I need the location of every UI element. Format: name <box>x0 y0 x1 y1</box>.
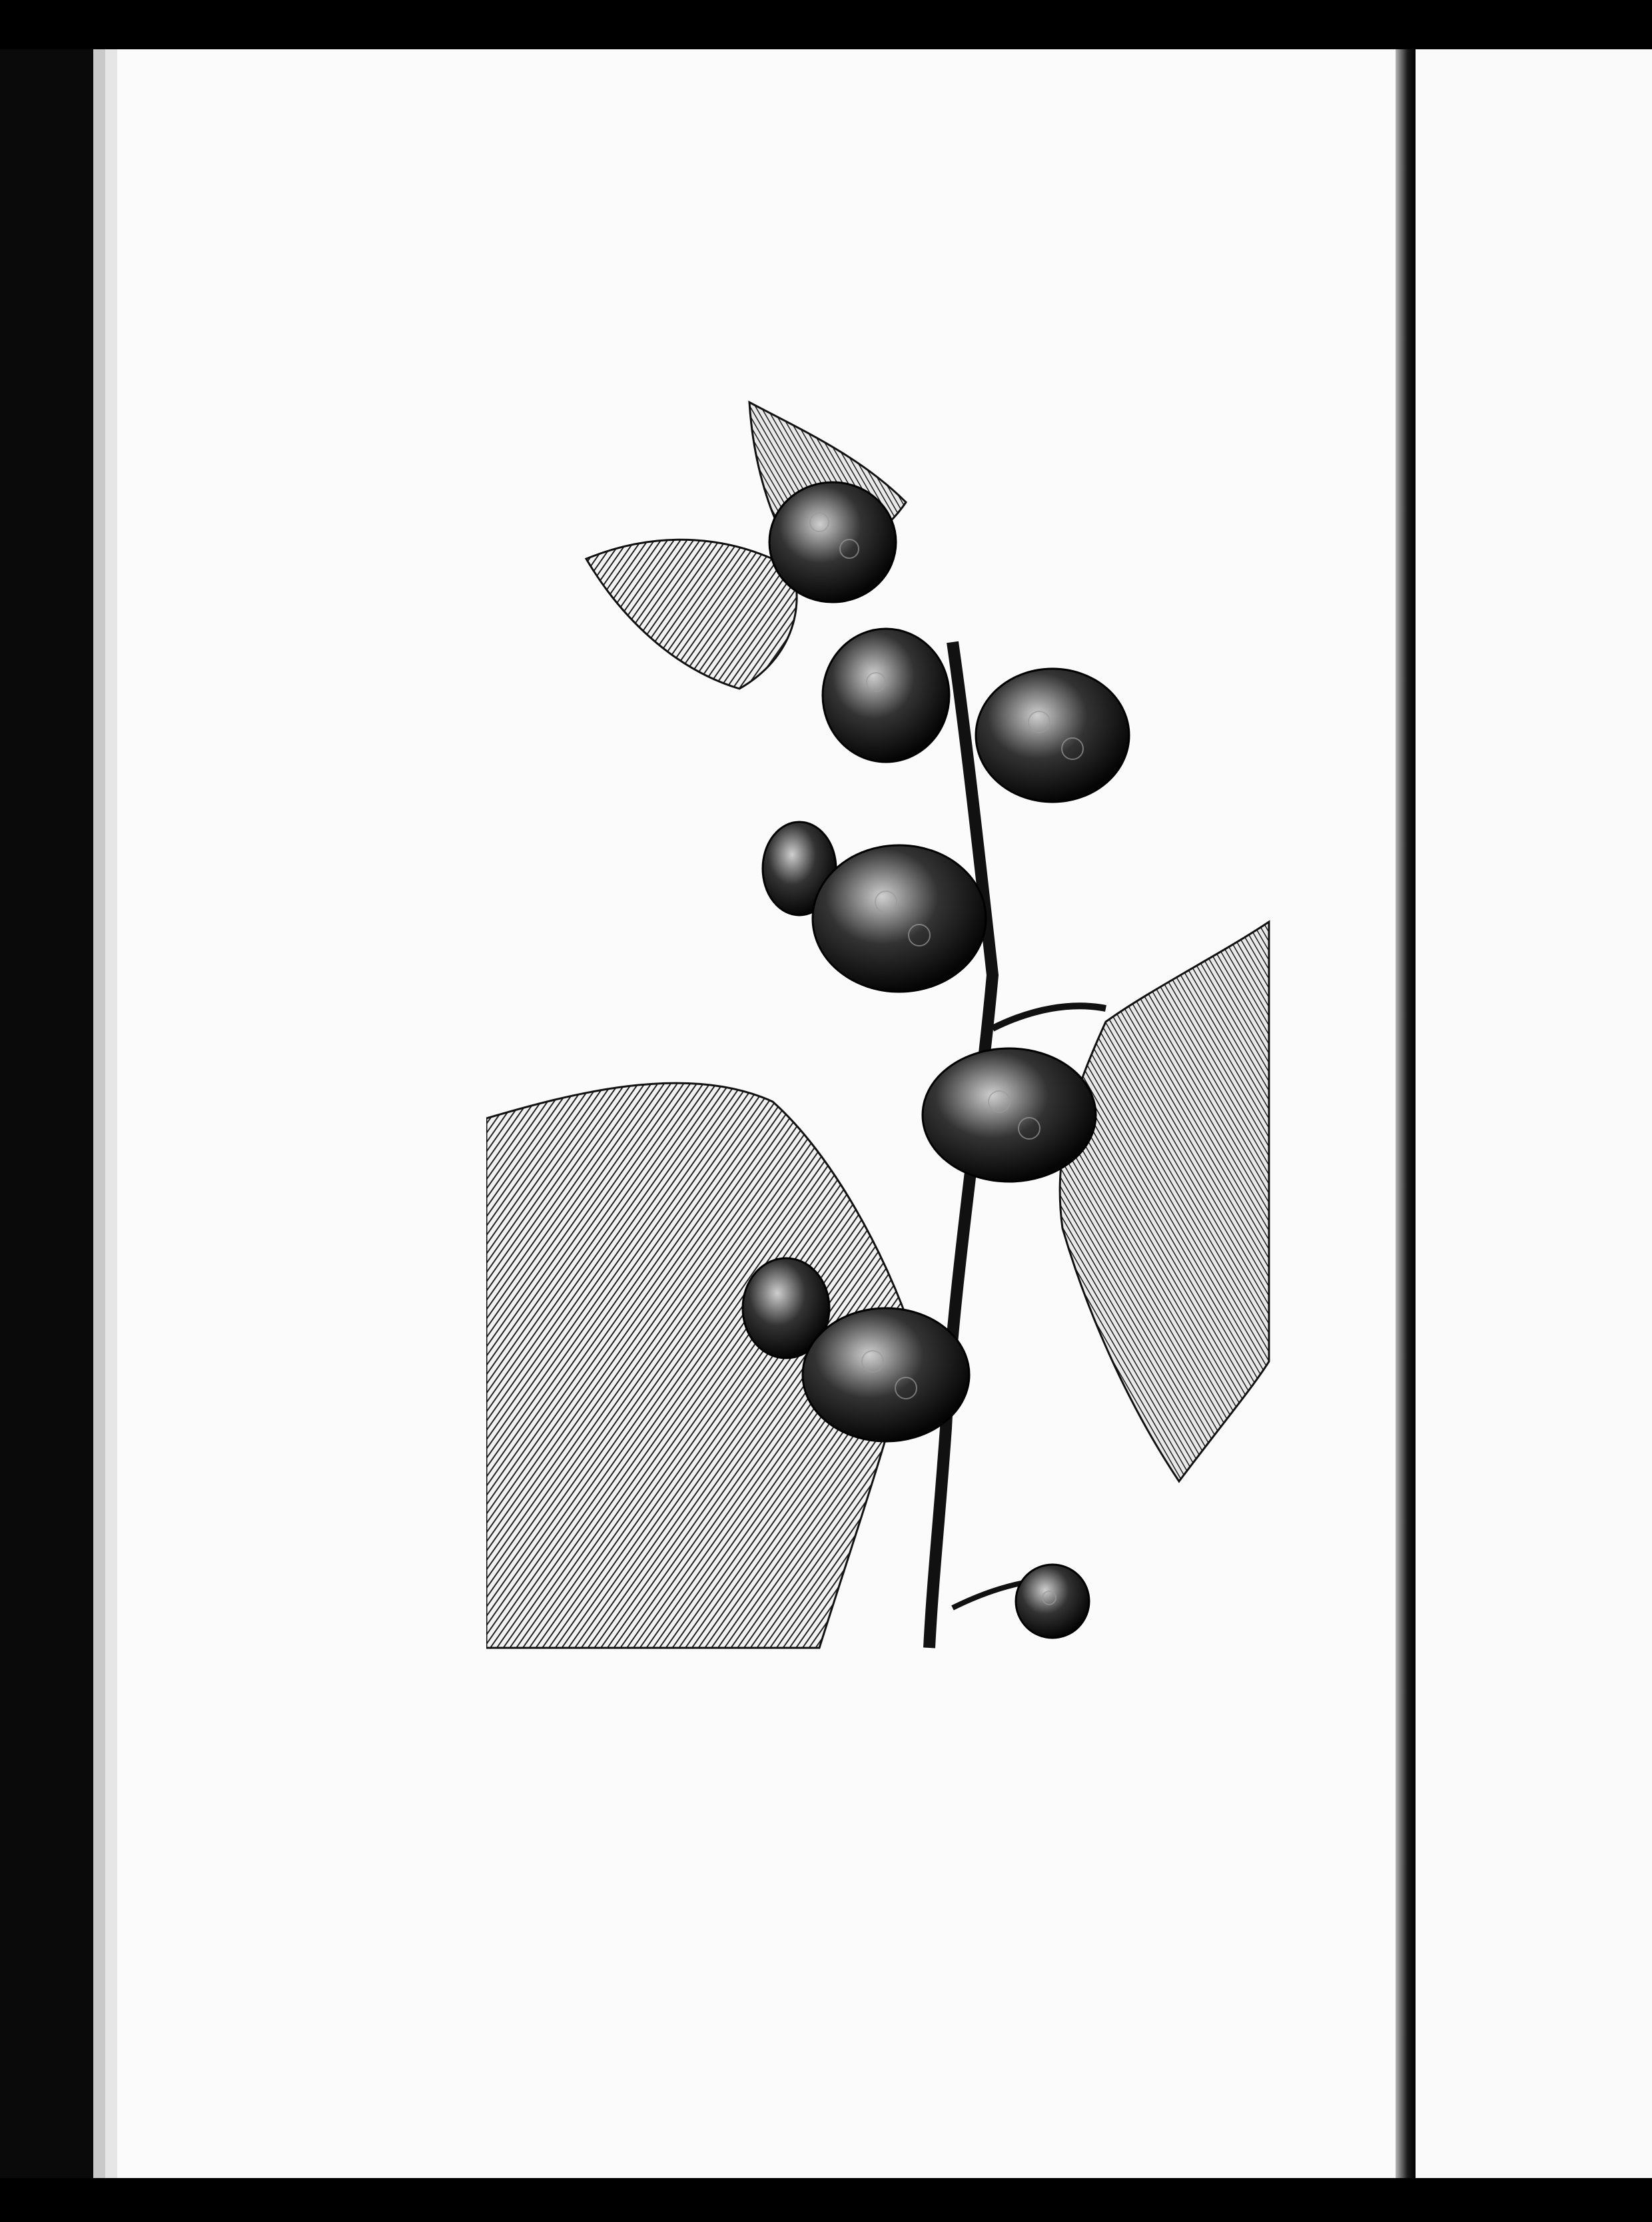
left-page <box>93 49 1396 2178</box>
berry-2 <box>823 629 949 762</box>
figure-caption <box>93 1669 1396 1692</box>
berry-9 <box>1016 1565 1089 1638</box>
book-gutter <box>1396 49 1416 2178</box>
raspberry-illustration <box>486 389 1272 1655</box>
berry-8 <box>803 1308 969 1441</box>
scan-bottom-border <box>0 2178 1652 2222</box>
berry-1 <box>769 482 896 602</box>
scan-top-border <box>0 0 1652 49</box>
berry-6 <box>923 1048 1096 1182</box>
berry-5 <box>813 845 986 992</box>
leaf-upper-left <box>586 540 797 689</box>
berry-3 <box>976 669 1129 802</box>
figure-raspberry-branch <box>486 389 1272 1655</box>
right-page <box>1416 49 1652 2178</box>
